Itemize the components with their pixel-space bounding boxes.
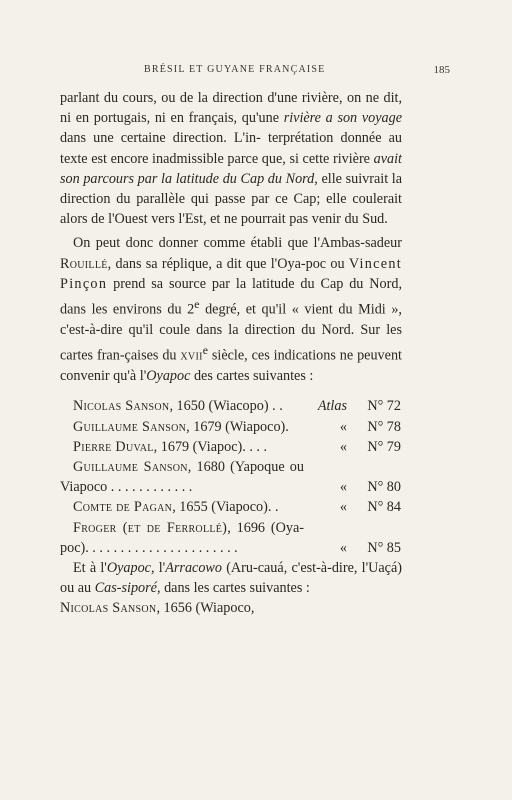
page-number: 185 (433, 64, 450, 76)
p1-line-9: du Sud. (344, 211, 388, 228)
final-entry-author: Nicolas Sanson (60, 600, 157, 617)
p1-line-3: dans une certaine direction. L'in- (60, 130, 261, 147)
p1-line-6: , elle suivrait la direction (60, 170, 403, 208)
p3-text-a: Et à l' (73, 559, 107, 576)
entry-ref-number: N° 72 (367, 398, 401, 415)
entry-reference (307, 417, 402, 437)
entry-detail: , 1696 (Oya-poc). . . . . . . . . . . . . . . . . . . . . . (60, 519, 304, 556)
entry-detail: , 1679 (Viapoc). . . . (153, 438, 268, 455)
p1-line-5: parce que, si cette rivière (227, 150, 374, 167)
p1-line-4: terprétation donnée au texte est encore inadmissible (60, 130, 403, 167)
entry-author: Nicolas Sanson (73, 398, 170, 415)
entry-ref-key: Atlas (317, 398, 347, 415)
entry-ref-number: N° 78 (367, 418, 401, 435)
entry-author: Pierre Duval (73, 438, 154, 455)
p1-line-7: du parallèle qui passe par ce Cap; elle coulerait (116, 191, 403, 208)
p1-line-2: on ne dit, ni en portugais, ni en français, qu'une (60, 90, 402, 127)
entry-ref-number: N° 80 (367, 479, 401, 496)
running-title: BRÉSIL ET GUYANE FRANÇAISE (144, 64, 326, 75)
final-entry-detail: , 1656 (Wiapoco, (156, 600, 255, 617)
name-rouille: Rouillé (60, 255, 108, 272)
map-entry (60, 518, 402, 558)
map-list (60, 396, 402, 558)
paragraph-2 (60, 233, 402, 386)
final-entry (60, 598, 402, 618)
p1-line-1: parlant du cours, ou de la direction d'une rivière, (60, 90, 343, 106)
p3-text-d: , dans les cartes suivantes : (156, 580, 310, 597)
p2-text-e: siècle, ces indications ne peuvent convenir qu'à l' (60, 347, 402, 385)
superscript-e-2: e (202, 343, 208, 358)
p2-text-b: , dans sa réplique, a dit que l'Oya-poc ou (107, 255, 349, 272)
entry-ref-key: « (339, 418, 347, 435)
entry-reference (307, 538, 402, 558)
p1-line-8: alors de l'Ouest vers l'Est, et ne pourrait pas venir (60, 211, 341, 228)
p1-italic-1: rivière a son voyage (283, 110, 403, 127)
entry-ref-key: « (339, 438, 347, 455)
p2-text-c: prend sa source par la latitude du Cap du Nord, dans les environs du 2 (60, 275, 402, 318)
name-vincent-pincon: Vincent Pinçon (60, 255, 402, 292)
entry-detail: , 1650 (Wiacopo) . . (169, 398, 283, 415)
paragraph-1 (60, 88, 402, 229)
entry-detail: , 1679 (Wiapoco). (186, 418, 289, 435)
entry-ref-key: « (339, 539, 347, 556)
p2-text-a: On peut donc donner comme établi que l'Ambas-sadeur (73, 235, 402, 252)
italic-arracowo: Arracowo (165, 559, 222, 576)
entry-ref-number: N° 79 (367, 438, 401, 455)
entry-author: Comte de Pagan (73, 499, 173, 516)
p2-text-d: degré, et qu'il « vient du Midi », c'est-à-dire qu'il coule dans la direction du Nord. Sur les cartes fran-çaises du (60, 301, 402, 364)
superscript-e: e (194, 297, 200, 312)
map-entry (60, 457, 402, 497)
entry-author: Guillaume Sanson (73, 418, 187, 435)
entry-reference (307, 396, 402, 416)
italic-oyapoc: Oyapoc (146, 368, 191, 385)
body-text (60, 88, 402, 619)
p3-text-c: (Aru-cauá, c'est-à-dire, l'Uaçá) ou au (60, 559, 403, 597)
italic-oyapoc-2: Oyapoc (106, 559, 151, 576)
entry-detail: , 1655 (Viapoco). . (172, 499, 279, 516)
p1-italic-3: latitude du Cap du Nord (175, 170, 315, 187)
map-entry (60, 417, 402, 437)
century-numeral: xvii (180, 347, 203, 364)
entry-author: Guillaume Sanson (73, 458, 188, 475)
entry-reference (307, 497, 402, 517)
entry-reference (307, 477, 402, 497)
p1-italic-2: avait son parcours par la (60, 150, 402, 187)
map-entry (60, 497, 402, 517)
entry-reference (307, 437, 402, 457)
map-entry (60, 437, 402, 457)
entry-ref-key: « (339, 479, 347, 496)
entry-ref-number: N° 85 (367, 539, 401, 556)
italic-cassipore: Cas-siporé (94, 580, 157, 597)
p3-text-b: , l' (150, 559, 166, 576)
entry-ref-number: N° 84 (367, 499, 401, 516)
p2-text-f: des cartes suivantes : (190, 368, 314, 385)
paragraph-3 (60, 558, 402, 598)
map-entry (60, 396, 402, 416)
entry-detail: , 1680 (Yapoque ou Viapoco . . . . . . . . . . . . (60, 458, 304, 496)
entry-author: Froger (et de Ferrollé) (73, 519, 228, 536)
entry-ref-key: « (339, 499, 347, 516)
